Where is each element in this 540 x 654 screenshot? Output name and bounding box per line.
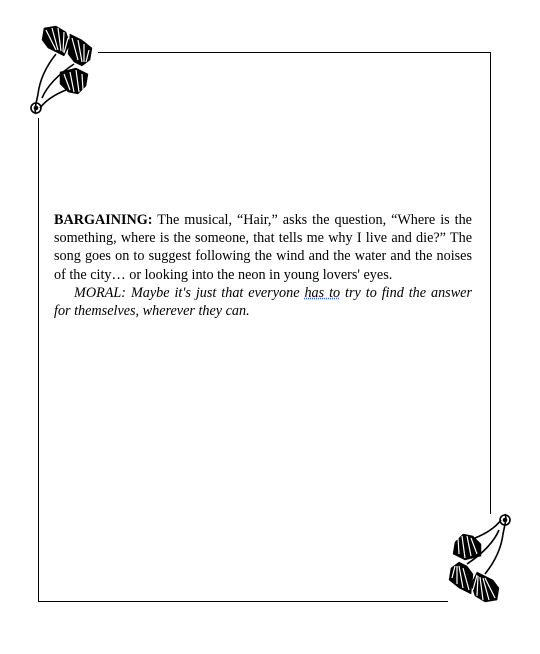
bargaining-paragraph <box>54 211 472 284</box>
paragraph-body: The musical, “Hair,” asks the question, “Where is the something, where is the someone, that tells me why I live and die?” The song goes on to suggest following the wind and the water and the noises of the city… or looking into the neon in young lovers' eyes. <box>54 212 472 283</box>
moral-paragraph <box>54 284 472 320</box>
corner-ornament-icon <box>26 24 94 116</box>
document-text[interactable] <box>54 211 472 320</box>
border-bottom <box>38 601 448 602</box>
spellcheck-flagged-text: has to <box>304 284 341 301</box>
border-left <box>38 118 39 602</box>
corner-ornament-icon <box>447 512 515 604</box>
border-right <box>490 52 491 514</box>
moral-text-end: try to find the answer for themselves, wherever they can. <box>54 284 472 320</box>
border-top <box>98 52 491 53</box>
moral-text-start: MORAL: Maybe it's just that everyone <box>74 284 305 301</box>
section-heading: BARGAINING: <box>54 212 153 228</box>
